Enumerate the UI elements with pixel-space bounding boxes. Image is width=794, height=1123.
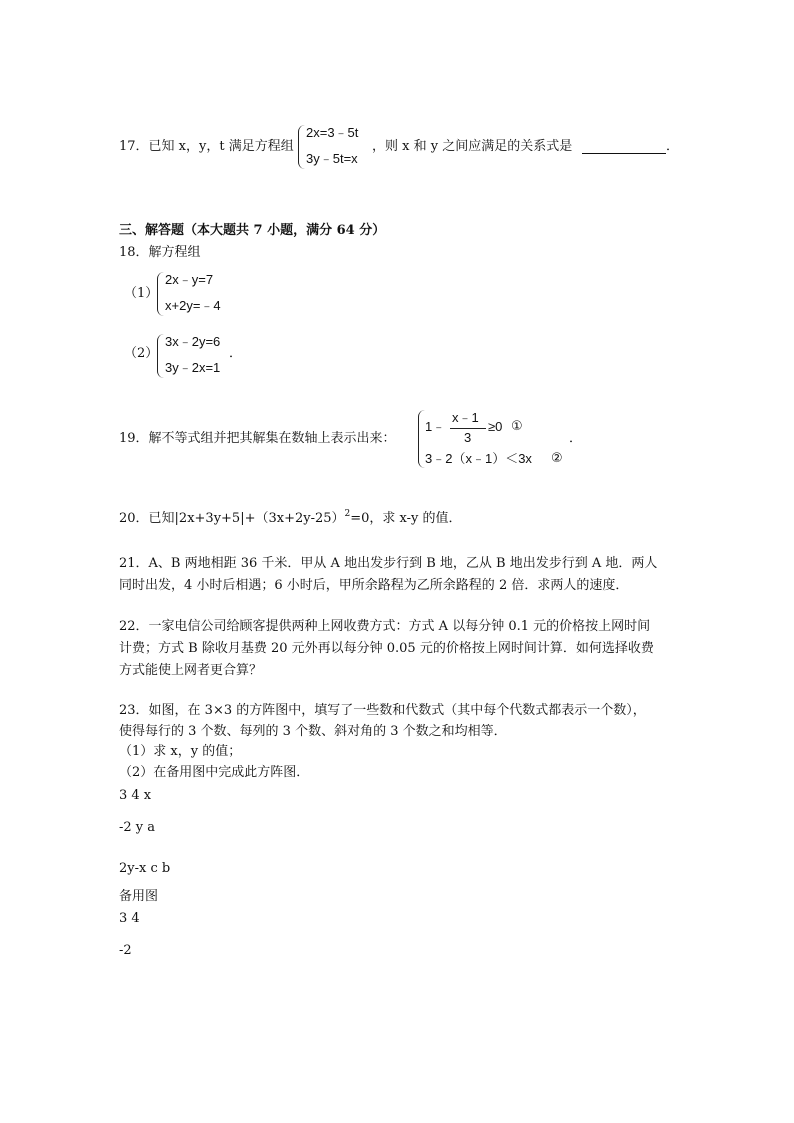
grid-row-1: 3 4 x — [119, 788, 152, 803]
q17-brace — [298, 125, 305, 169]
q19-end: ． — [569, 431, 583, 446]
q19-mark-1: ① — [511, 419, 523, 434]
question-20 — [119, 506, 462, 527]
q17-equation-2: 3y﹣5t=x — [306, 151, 358, 166]
q19-text: 19．解不等式组并把其解集在数轴上表示出来： — [119, 431, 396, 446]
q21-line-2: 同时出发，4 小时后相遇；6 小时后，甲所余路程为乙所余路程的 2 倍．求两人的速度． — [119, 578, 629, 593]
q17-answer-blank — [582, 139, 666, 159]
q22-line-1: 22．一家电信公司给顾客提供两种上网收费方式：方式 A 以每分钟 0.1 元的价格按上网时间 — [119, 619, 651, 634]
backup-figure-label: 备用图 — [119, 889, 159, 904]
q18-part2-eq2: 3y﹣2x=1 — [165, 360, 221, 375]
q17-text: 17．已知 x，y，t 满足方程组 — [119, 139, 294, 154]
q18-part2-end: ． — [229, 346, 243, 361]
q19-eq1-lead: 1﹣ — [425, 419, 446, 434]
q17-condition-text: ，则 x 和 y 之间应满足的关系式是 — [372, 139, 573, 154]
grid-row-3: 2y-x c b — [119, 861, 171, 876]
q19-fraction-numerator: x﹣1 — [452, 410, 479, 425]
q23-part-2: （2）在备用图中完成此方阵图． — [119, 765, 310, 780]
q19-eq2: 3﹣2（x﹣1）＜3x — [425, 451, 532, 466]
q19-brace — [418, 410, 425, 468]
q17-end-mark: ． — [666, 139, 680, 154]
q18-part1-eq1: 2x﹣y=7 — [165, 272, 214, 287]
q22-line-2: 计费；方式 B 除收月基费 20 元外再以每分钟 0.05 元的价格按上网时间计算．如何选择收费 — [119, 641, 654, 656]
q18-part2-eq1: 3x﹣2y=6 — [165, 334, 221, 349]
q21-line-1: 21．A、B 两地相距 36 千米．甲从 A 地出发步行到 B 地，乙从 B 地出发步行到 A 地．两人 — [119, 556, 658, 571]
q18-part2-brace — [157, 334, 164, 378]
q20-text-a: 20．已知|2x+3y+5|+（3x+2y-25） — [119, 511, 345, 526]
q23-line-1: 23．如图，在 3×3 的方阵图中，填写了一些数和代数式（其中每个代数式都表示一个数）， — [119, 703, 646, 718]
q19-fraction-bar — [450, 428, 486, 429]
q20-exponent: 2 — [344, 509, 351, 519]
q18-part2-label: （2） — [124, 346, 159, 361]
backup-row-1: 3 4 — [119, 911, 140, 926]
backup-row-2: -2 — [119, 943, 132, 958]
q19-mark-2: ② — [551, 451, 563, 466]
q18-title: 18．解方程组 — [119, 245, 201, 260]
grid-row-2: -2 y a — [119, 820, 156, 835]
section-heading: 三、解答题（本大题共 7 小题，满分 64 分） — [119, 223, 386, 238]
q17-equation-1: 2x=3﹣5t — [306, 125, 359, 140]
q18-part1-label: （1） — [124, 286, 159, 301]
q23-line-2: 使得每行的 3 个数、每列的 3 个数、斜对角的 3 个数之和均相等． — [119, 724, 507, 739]
q22-line-3: 方式能使上网者更合算？ — [119, 663, 263, 678]
q18-part1-brace — [157, 272, 164, 316]
q19-eq1-rest: ≥0 — [488, 419, 503, 434]
q18-part1-eq2: x+2y=﹣4 — [165, 298, 221, 313]
q20-text-b: =0，求 x-y 的值． — [350, 511, 462, 526]
q19-fraction-denominator: 3 — [464, 430, 472, 445]
q23-part-1: （1）求 x，y 的值； — [119, 744, 242, 759]
